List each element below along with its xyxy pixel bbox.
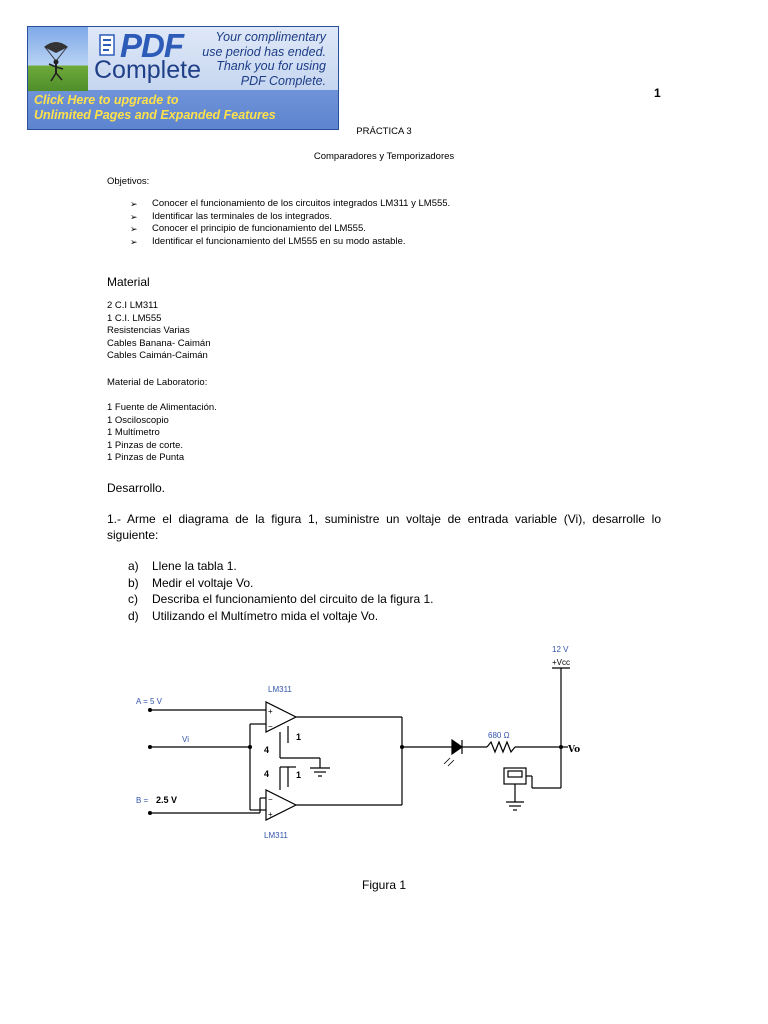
pin-4-bottom-label: 4	[264, 769, 270, 779]
led-arrows-icon	[444, 758, 454, 766]
banner-message-line: PDF Complete.	[240, 73, 326, 88]
task-marker: c)	[128, 592, 138, 606]
banner-message	[176, 30, 326, 88]
page-number: 1	[654, 86, 661, 100]
banner-logo-pdf: PDF	[120, 27, 183, 64]
input-a-terminal	[148, 708, 152, 712]
list-item	[128, 608, 433, 625]
list-item: 1 Fuente de Alimentación.	[107, 402, 217, 413]
document-subtitle: Comparadores y Temporizadores	[313, 151, 455, 162]
banner-logo-complete: Complete	[94, 56, 201, 84]
objectives-heading: Objetivos:	[107, 176, 150, 187]
pin-1-top-label: 1	[296, 732, 302, 742]
figure-caption: Figura 1	[361, 878, 407, 892]
step-1-text-line-1: 1.- Arme el diagrama de la figura 1, suministre un voltaje de entrada variable (Vi), desarrolle lo	[107, 512, 661, 526]
opamp-top-plus: +	[268, 707, 273, 716]
upgrade-link[interactable]	[34, 93, 276, 123]
input-b-label: B =	[136, 796, 149, 805]
skydiver-figure-icon	[36, 39, 76, 83]
banner-message-line: Thank you for using	[216, 59, 326, 73]
circuit-nodes	[148, 708, 563, 815]
list-item: 1 Osciloscopio	[107, 414, 169, 426]
input-vi-label: Vi	[182, 735, 189, 744]
supply-label: +Vcc	[552, 658, 571, 667]
opamp-top-minus: −	[268, 722, 273, 731]
task-marker: d)	[128, 608, 139, 623]
list-item: 1 C.I. LM555	[107, 312, 162, 324]
opamp-bottom-plus: +	[268, 810, 273, 819]
output-label: Vo	[568, 745, 581, 755]
list-item: 1 Pinzas de Punta	[107, 452, 185, 464]
list-item: Resistencias Varias	[107, 325, 190, 337]
input-a-label: A = 5 V	[136, 697, 163, 706]
banner-message-line: Your complimentary	[215, 30, 326, 44]
upgrade-banner[interactable]	[27, 26, 339, 130]
banner-scene-image	[28, 27, 88, 91]
chip-top-label: LM311	[268, 685, 292, 694]
banner-message-line: use period has ended.	[202, 44, 326, 59]
junction-node	[248, 745, 252, 749]
list-item: ➢ Identificar el funcionamiento del LM555 en su modo astable.	[130, 236, 690, 249]
pin-4-top-label: 4	[264, 745, 270, 755]
task-list	[128, 558, 433, 624]
step-1-text-line-2: siguiente:	[107, 528, 159, 542]
circuit-diagram	[120, 640, 610, 845]
output-node	[559, 745, 563, 749]
list-item	[128, 575, 433, 592]
material-list	[107, 300, 211, 363]
task-text: Utilizando el Multímetro mida el voltaje Vo.	[152, 608, 379, 623]
list-item: 1 Multímetro	[107, 427, 160, 439]
pin-1-bottom-label: 1	[296, 770, 302, 780]
chip-bottom-label: LM311	[264, 831, 288, 840]
lab-material-heading: Material de Laboratorio:	[107, 377, 208, 388]
list-item: ➢ Conocer el principio de funcionamiento del LM555.	[130, 223, 690, 236]
lab-material-list	[107, 402, 217, 465]
list-item	[128, 591, 433, 608]
list-item: 1 Pinzas de corte.	[107, 439, 184, 451]
material-heading: Material	[107, 275, 150, 289]
junction-node	[400, 745, 404, 749]
opamp-bottom-minus: −	[268, 795, 273, 804]
objectives-list	[130, 198, 690, 248]
task-marker: a)	[128, 559, 139, 573]
input-b-terminal	[148, 811, 152, 815]
development-heading: Desarrollo.	[107, 481, 166, 495]
upgrade-link-line[interactable]: Click Here to upgrade to	[34, 93, 179, 107]
list-item	[128, 558, 433, 575]
list-item: Cables Banana- Caimán	[107, 337, 211, 349]
list-item: 2 C.I LM311	[107, 300, 159, 311]
list-item: Cables Caimán-Caimán	[107, 350, 208, 362]
resistor-label: 680 Ω	[488, 731, 510, 740]
list-item: ➢ Identificar las terminales de los integrados.	[130, 211, 690, 224]
task-text: Describa el funcionamiento del circuito de la figura 1.	[152, 592, 434, 606]
task-marker: b)	[128, 575, 139, 590]
circuit-wires	[150, 668, 570, 820]
input-b-value: 2.5 V	[156, 795, 178, 805]
pdf-logo-mark-icon	[98, 32, 118, 58]
task-text: Medir el voltaje Vo.	[152, 575, 254, 590]
document-title: PRÁCTICA 3	[356, 126, 412, 137]
supply-value-label: 12 V	[552, 645, 569, 654]
task-text: Llene la tabla 1.	[152, 559, 237, 573]
upgrade-link-line[interactable]: Unlimited Pages and Expanded Features	[34, 108, 276, 122]
input-vi-terminal	[148, 745, 152, 749]
list-item: ➢ Conocer el funcionamiento de los circuitos integrados LM311 y LM555.	[130, 198, 690, 211]
